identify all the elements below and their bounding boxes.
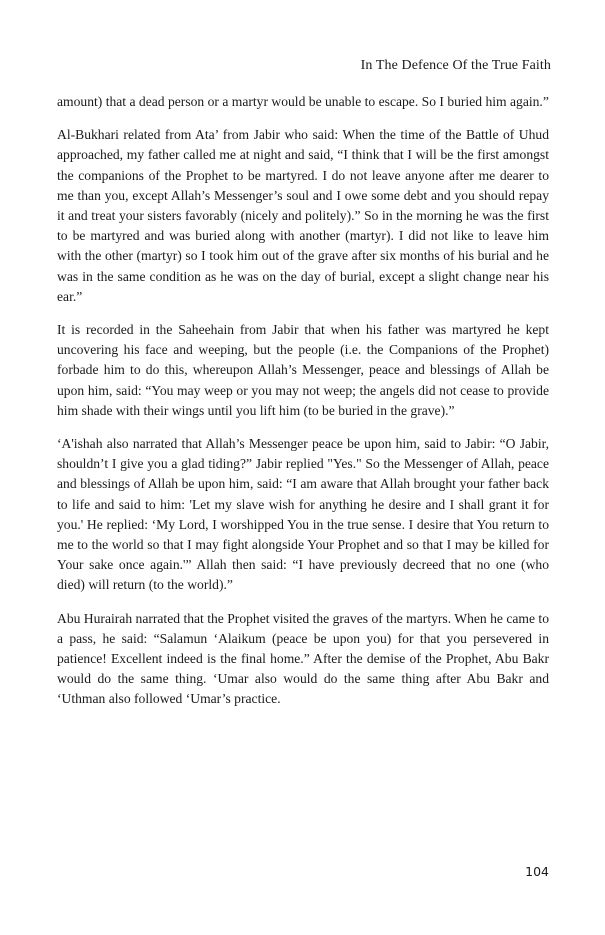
paragraph-bukhari-narration: Al-Bukhari related from Ata’ from Jabir who said: When the time of the Battle of Uhud approached, my father called me at night and said, “I think that I will be the first amongst the companions of the Prophet to be martyred. I do not leave anyone after me dearer to me than you, except Allah’s Messenger’s soul and I owe some debt and you should repay it and treat your sisters favorably (nicely and politely).” So in the morning he was the first to be martyred and was buried along with another (martyr). I did not like to leave him with the other (martyr) so I took him out of the grave after six months of his burial and he was in the same condition as he was on the day of burial, except a slight change near his ear.” — [57, 127, 549, 304]
paragraph-continuation: amount) that a dead person or a martyr would be unable to escape. So I buried him again.” — [57, 94, 549, 109]
page-number: 104 — [525, 864, 549, 879]
page-body — [57, 92, 549, 723]
paragraph-abu-hurairah-narration: Abu Hurairah narrated that the Prophet visited the graves of the martyrs. When he came to a pass, he said: “Salamun ‘Alaikum (peace be upon you) for that you persevered in patience! Excellent indeed is the final home.” After the demise of the Prophet, Abu Bakr would do the same thing. ‘Umar also would do the same thing after Abu Bakr and ‘Uthman also followed ‘Umar’s practice. — [57, 610, 549, 707]
running-header: In The Defence Of the True Faith — [360, 58, 551, 73]
paragraph-aishah-narration: ‘A'ishah also narrated that Allah’s Messenger peace be upon him, said to Jabir: “O Jabir, shouldn’t I give you a glad tiding?” Jabir replied "Yes." So the Messenger of Allah, peace and blessings of Allah be upon him, said: “I am aware that Allah brought your father back to life and said to him: 'Let my slave wish for anything he desire and I shall grant it for you.' He replied: ‘My Lord, I worshipped You in the true sense. I desire that You return to me to the world so that I may fight alongside Your Prophet and so that I may be killed for Your sake once again.'” Allah then said: “I have previously decreed that no one (who died) will return (to the world).” — [57, 436, 549, 593]
paragraph-saheehain-narration: It is recorded in the Saheehain from Jabir that when his father was martyred he kept uncovering his face and weeping, but the people (i.e. the Companions of the Prophet) forbade him to do this, whereupon Allah’s Messenger, peace and blessings of Allah be upon him, said: “You may weep or you may not weep; the angels did not cease to provide him shade with their wings until you lift him (to be buried in the grave).” — [57, 322, 549, 418]
